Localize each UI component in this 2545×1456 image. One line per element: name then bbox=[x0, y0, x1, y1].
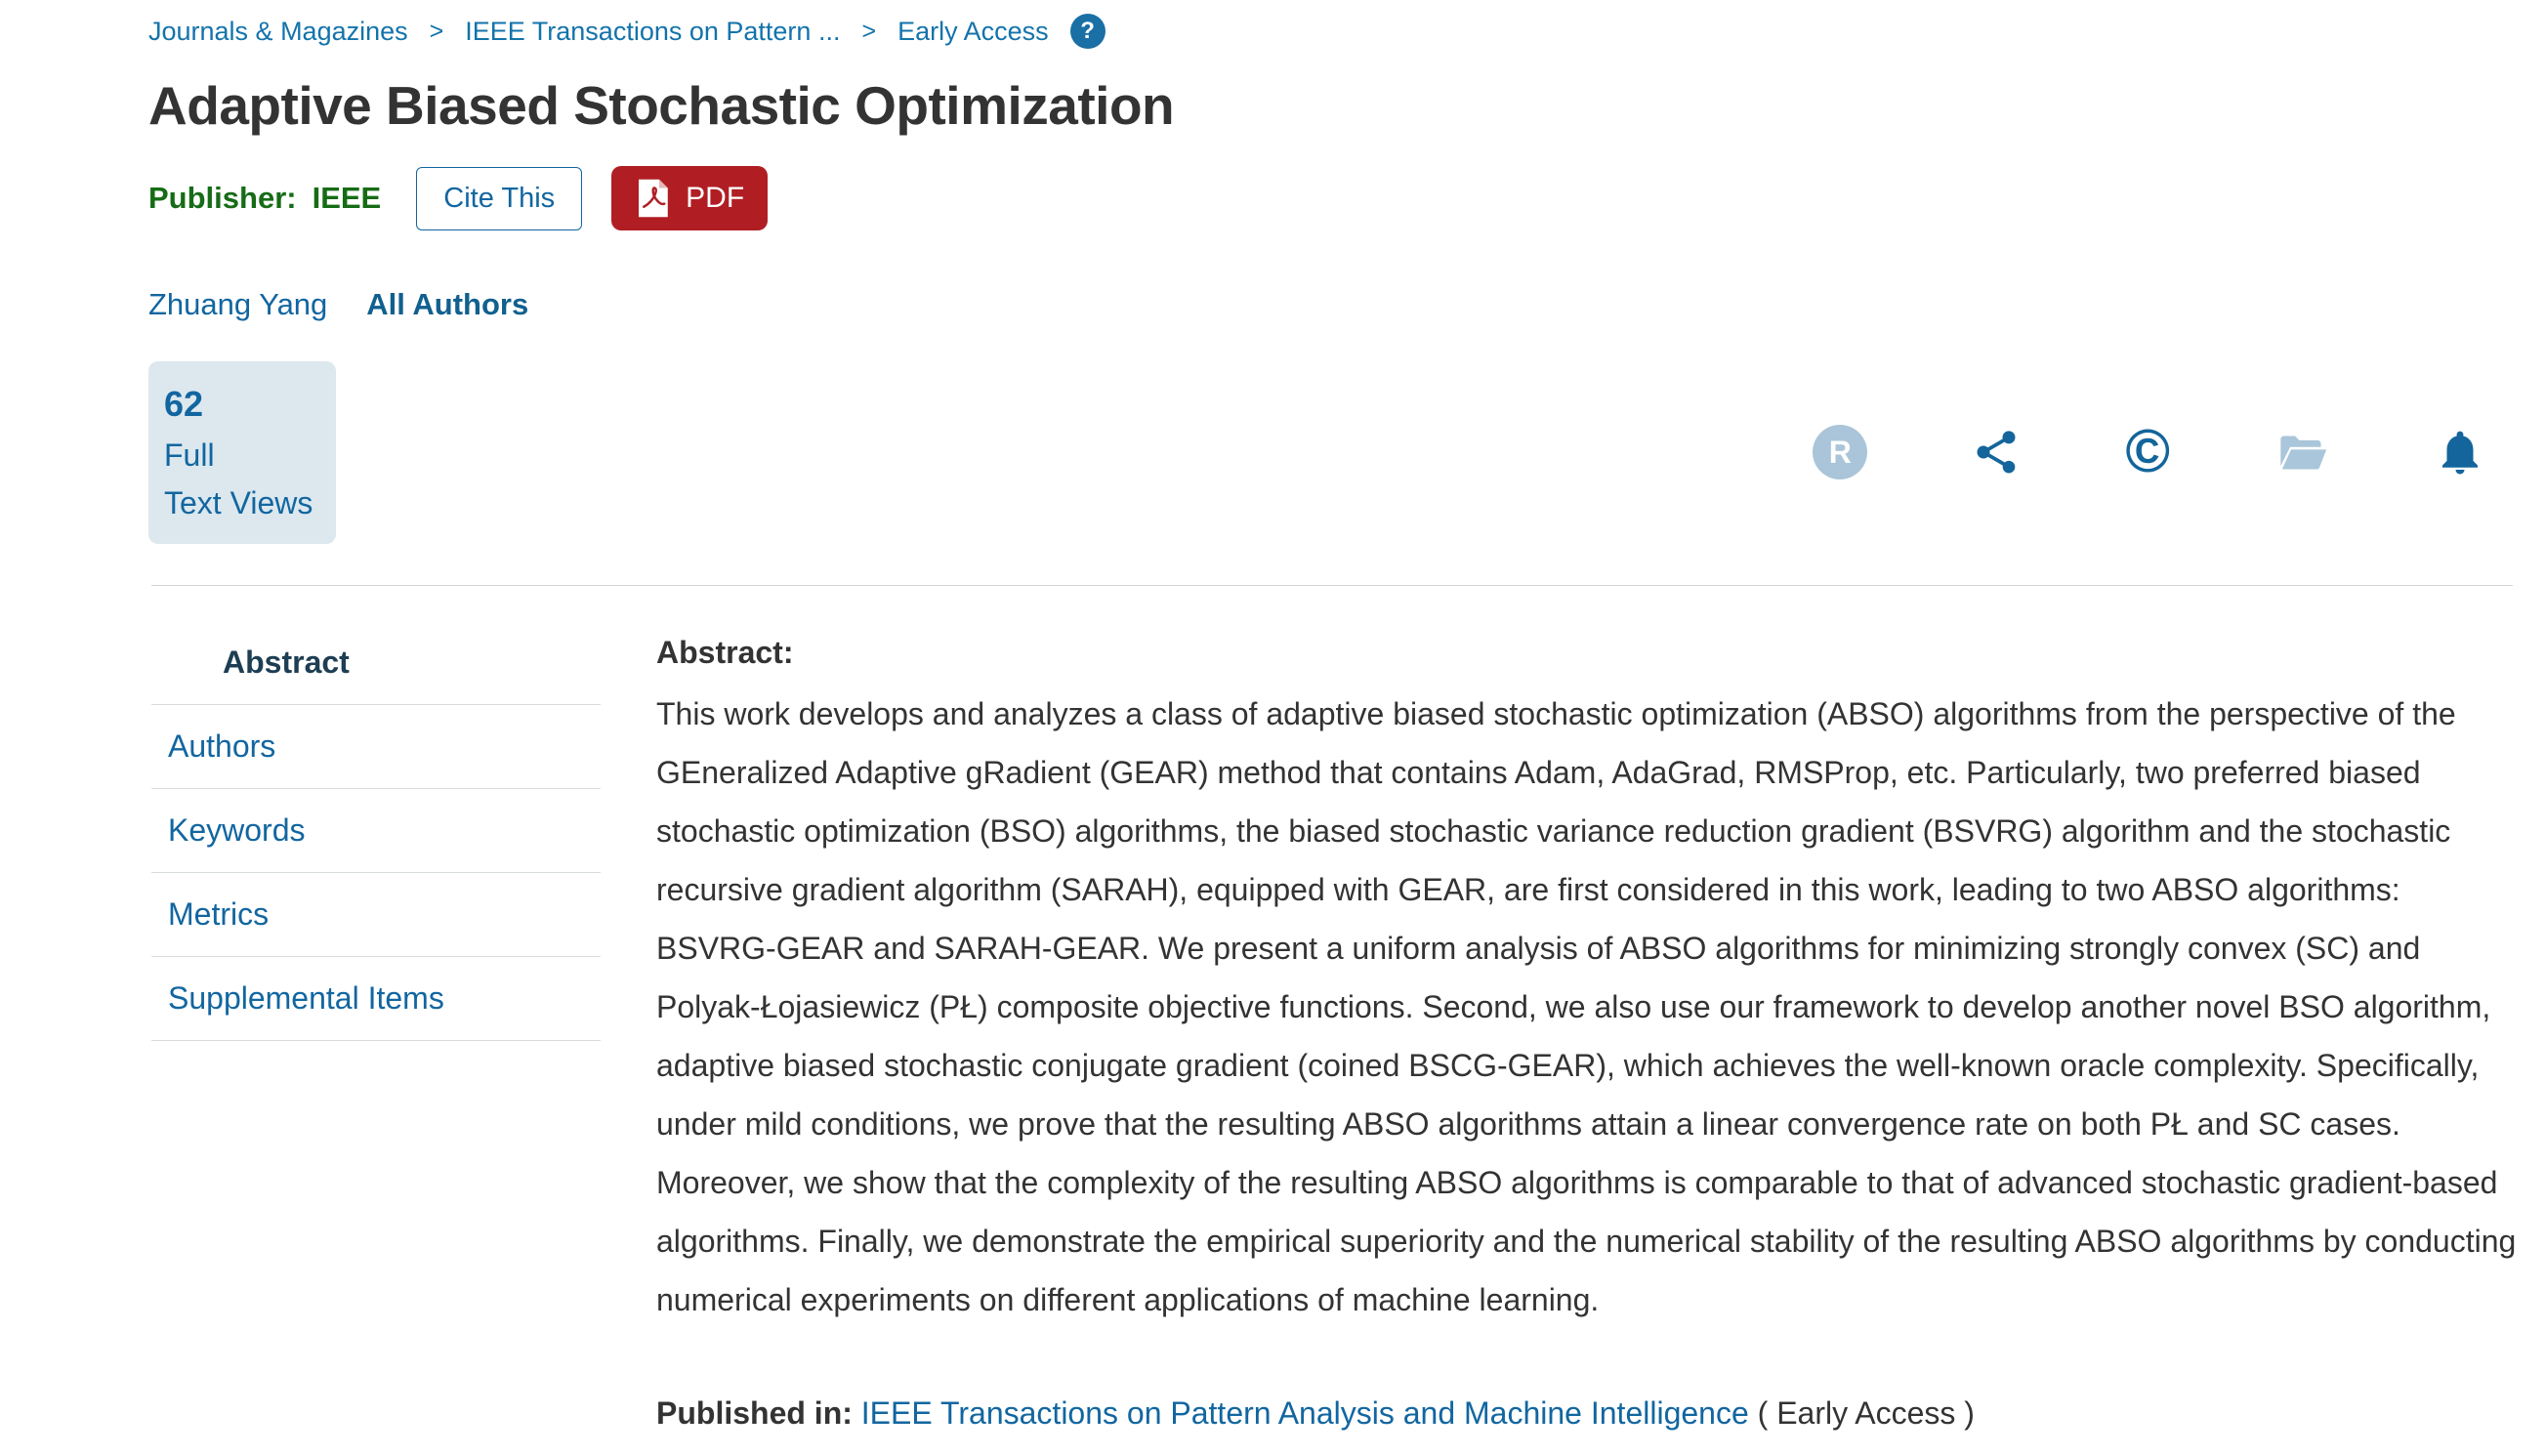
abstract-text: This work develops and analyzes a class of adaptive biased stochastic optimization (ABSO) algorithms from the perspective of the GEneralized Adaptive gRadient (GEAR) method that contains Adam, AdaGrad, RMSProp, etc. Particularly, two preferred biased stochastic optimization (BSO) algorithms, the biased stochastic variance reduction gradient (BSVRG) algorithm and the stochastic recursive gradient algorithm (SARAH), equipped with GEAR, are first considered in this work, leading to two ABSO algorithms: BSVRG-GEAR and SARAH-GEAR. We present a uniform analysis of ABSO algorithms for minimizing strongly convex (SC) and Polyak-Łojasiewicz (PŁ) composite objective functions. Second, we also use our framework to develop another novel BSO algorithm, adaptive biased stochastic conjugate gradient (coined BSCG-GEAR), which achieves the well-known oracle complexity. Specifically, under mild conditions, we prove that the resulting ABSO algorithms attain a linear convergence rate on both PŁ and SC cases. Moreover, we show that the complexity of the resulting ABSO algorithms is comparable to that of advanced stochastic gradient-based algorithms. Finally, we demonstrate the empirical superiority and the numerical stability of the resulting ABSO algorithms by conducting numerical experiments on different applications of machine learning. bbox=[656, 695, 2517, 1317]
views-count: 62 bbox=[164, 384, 204, 424]
views-label-line2: Text Views bbox=[164, 485, 313, 521]
pdf-button[interactable] bbox=[611, 166, 768, 230]
publisher-row bbox=[148, 166, 2510, 230]
cite-this-button[interactable]: Cite This bbox=[416, 167, 582, 230]
content-columns bbox=[148, 586, 2517, 1432]
page-title: Adaptive Biased Stochastic Optimization bbox=[148, 75, 1175, 136]
help-icon[interactable]: ? bbox=[1070, 14, 1106, 49]
published-in-label: Published in: bbox=[656, 1394, 853, 1431]
published-in-journal-link[interactable]: IEEE Transactions on Pattern Analysis and Machine Intelligence bbox=[860, 1394, 1749, 1431]
sidebar-item-keywords[interactable]: Keywords bbox=[168, 811, 306, 848]
sidebar-item-supplemental-items[interactable]: Supplemental Items bbox=[168, 979, 444, 1016]
action-icon-row bbox=[1813, 418, 2510, 486]
full-text-views-box bbox=[148, 361, 336, 544]
authors-row bbox=[148, 287, 2510, 322]
request-permissions-icon[interactable]: R bbox=[1813, 425, 1867, 479]
sidebar-item-metrics[interactable]: Metrics bbox=[168, 895, 270, 932]
publisher-name: IEEE bbox=[312, 181, 382, 215]
share-icon[interactable] bbox=[1971, 427, 2022, 478]
all-authors-link[interactable]: All Authors bbox=[366, 287, 529, 321]
abstract-section bbox=[620, 586, 2517, 1432]
breadcrumb-separator: > bbox=[861, 17, 877, 45]
breadcrumb-separator: > bbox=[429, 17, 444, 45]
breadcrumb-early-access[interactable]: Early Access bbox=[897, 16, 1049, 46]
views-label-line1: Full bbox=[164, 437, 215, 473]
divider bbox=[151, 1040, 601, 1041]
published-in-row bbox=[656, 1395, 2517, 1432]
copyright-icon[interactable]: © bbox=[2125, 418, 2170, 486]
pdf-button-label: PDF bbox=[686, 182, 745, 214]
published-in-early-access: ( Early Access ) bbox=[1757, 1394, 1975, 1431]
alerts-bell-icon[interactable] bbox=[2434, 426, 2486, 478]
sidebar-item-abstract[interactable]: Abstract bbox=[223, 644, 350, 680]
breadcrumb-journal-title[interactable]: IEEE Transactions on Pattern ... bbox=[465, 16, 841, 46]
pdf-icon bbox=[635, 178, 670, 219]
breadcrumb-journals-magazines[interactable]: Journals & Magazines bbox=[148, 16, 408, 46]
sidebar-item-authors[interactable]: Authors bbox=[168, 728, 276, 764]
abstract-heading: Abstract: bbox=[656, 634, 794, 670]
favorites-folder-icon[interactable] bbox=[2274, 427, 2330, 478]
breadcrumb bbox=[148, 14, 2510, 49]
author-link[interactable]: Zhuang Yang bbox=[148, 287, 328, 321]
article-sidebar bbox=[148, 586, 620, 1432]
publisher-label: Publisher: bbox=[148, 181, 297, 215]
stats-row bbox=[148, 361, 2510, 544]
